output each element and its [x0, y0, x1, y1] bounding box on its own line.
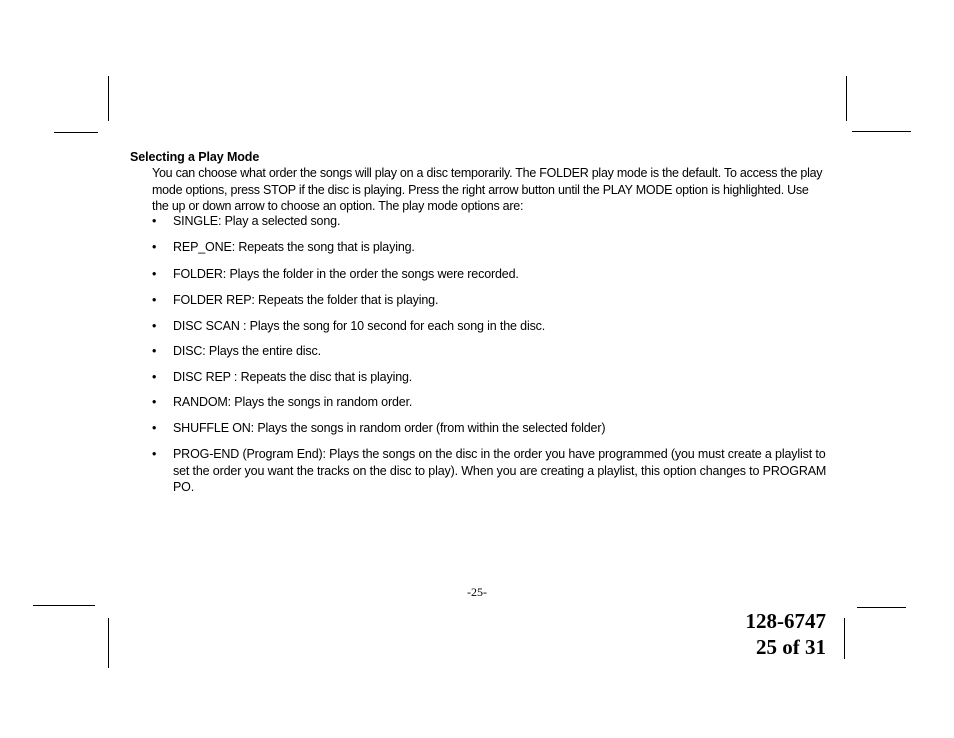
list-item [152, 394, 828, 411]
list-item-text: REP_ONE: Repeats the song that is playing. [173, 240, 415, 254]
bullet: • [152, 240, 157, 254]
bullet: • [152, 370, 157, 384]
bullet: • [152, 267, 157, 281]
list-item-text: RANDOM: Plays the songs in random order. [173, 395, 413, 409]
list-item [152, 239, 828, 256]
list-item-text: DISC REP : Repeats the disc that is playing. [173, 370, 413, 384]
list-item [152, 446, 828, 496]
doc-number: 128-6747 [745, 609, 826, 633]
list-item-text: DISC SCAN : Plays the song for 10 second for each song in the disc. [173, 319, 546, 333]
list-item [152, 266, 828, 283]
crop-mark-top-left-vertical [108, 76, 109, 121]
list-item-text: SHUFFLE ON: Plays the songs in random order (from within the selected folder) [173, 421, 606, 435]
crop-mark-bottom-left-vertical [108, 618, 109, 668]
list-item-text: SINGLE: Play a selected song. [173, 214, 341, 228]
crop-mark-bottom-right-vertical [844, 618, 845, 659]
list-item [152, 420, 828, 437]
list-item [152, 292, 828, 309]
bullet: • [152, 293, 157, 307]
bullet: • [152, 395, 157, 409]
crop-mark-top-right-horizontal [852, 131, 911, 132]
page-number: -25- [467, 585, 487, 599]
list-item-text: DISC: Plays the entire disc. [173, 344, 321, 358]
bullet: • [152, 344, 157, 358]
crop-mark-bottom-right-horizontal [857, 607, 906, 608]
list-item-text: FOLDER: Plays the folder in the order the songs were recorded. [173, 267, 519, 281]
list-item [152, 213, 828, 230]
list-item [152, 318, 828, 335]
bullet: • [152, 319, 157, 333]
bullet: • [152, 214, 157, 228]
intro-paragraph: You can choose what order the songs will play on a disc temporarily. The FOLDER play mode is the default. To access the play mode options, press STOP if the disc is playing. Press the right arrow button until the PLAY MODE option is highlighted. Use the up or down arrow to choose an option. The play mode options are: [152, 166, 823, 213]
list-item-text: PROG-END (Program End): Plays the songs on the disc in the order you have programmed (you must create a playlist to set the order you want the tracks on the disc to play). When you are creating a playlist, this option changes to PROGRAM PO. [173, 447, 827, 494]
bullet: • [152, 447, 157, 461]
crop-mark-top-left-horizontal [54, 132, 98, 133]
list-item [152, 343, 828, 360]
bullet: • [152, 421, 157, 435]
list-item [152, 369, 828, 386]
list-item-text: FOLDER REP: Repeats the folder that is playing. [173, 293, 439, 307]
section-heading: Selecting a Play Mode [130, 150, 260, 164]
crop-mark-top-right-vertical [846, 76, 847, 121]
crop-mark-bottom-left-horizontal [33, 605, 95, 606]
page-of-count: 25 of 31 [756, 635, 826, 659]
